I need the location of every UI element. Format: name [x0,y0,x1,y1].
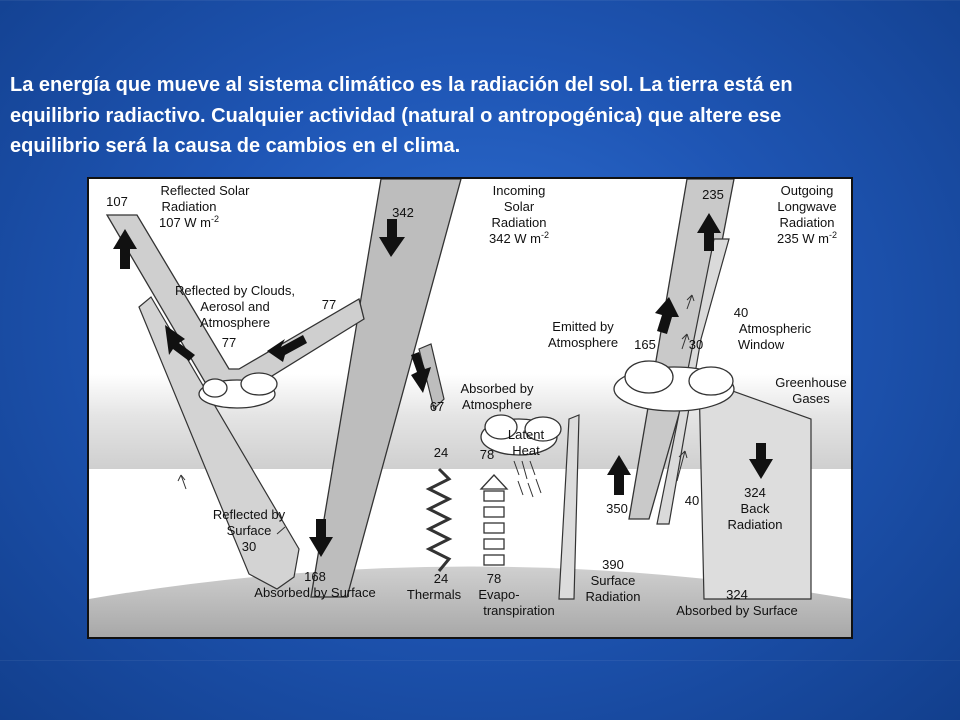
latent-heat-line1: Latent [507,427,545,442]
reflected-clouds-value-in: 77 [321,297,337,312]
emitted-atmosphere-value: 165 [634,337,656,352]
background-line [0,660,960,661]
window-value-30: 30 [688,337,704,352]
evapotranspiration-arrow [481,475,507,565]
back-radiation-line2: Radiation [727,517,783,532]
intro-line: La energía que mueve al sistema climático es la radiación del sol. La tierra está en [10,74,793,96]
back-radiation-line1: Back [740,501,770,516]
reflected-surface-line2: Surface [226,523,272,538]
reflected-surface-value: 30 [241,539,257,554]
absorbed-atmosphere-line1: Absorbed by [460,381,534,396]
thermals-value-bottom: 24 [433,571,449,586]
atmospheric-window-line1: Atmospheric [738,321,812,336]
incoming-solar-value: 342 [392,205,414,220]
reflected-clouds-value-out: 77 [221,335,237,350]
emitted-atmosphere-line2: Atmosphere [547,335,619,350]
incoming-solar-line1: Incoming [492,183,546,198]
absorbed-surface-right-value: 324 [726,587,748,602]
reflected-solar-line3: 107 W $m^{-2}$ [158,214,220,230]
evapo-line1: Evapo- [478,587,520,602]
reflected-clouds-line3: Atmosphere [199,315,271,330]
reflected-clouds-line2: Aerosol and [200,299,270,314]
reflected-clouds-line1: Reflected by Clouds, [175,283,295,298]
greenhouse-line2: Gases [792,391,830,406]
outgoing-value: 235 [702,187,724,202]
reflected-solar-line2: Radiation [161,199,217,214]
outgoing-line4: 235 W $m^{-2}$ [776,230,838,246]
emitted-atmosphere-line1: Emitted by [552,319,614,334]
absorbed-surface-left-value: 168 [304,569,326,584]
latent-heat-line2: Heat [512,443,540,458]
outgoing-line1: Outgoing [780,183,834,198]
incoming-solar-line3: Radiation [491,215,547,230]
diagram-svg [89,179,851,637]
intro-paragraph [10,70,950,162]
surface-radiation-up-value: 350 [606,501,628,516]
surface-radiation-line2: Radiation [585,589,641,604]
incoming-solar-line2: Solar [503,199,535,214]
cloud-right-icon [614,361,734,411]
intro-line: equilibrio radiactivo. Cualquier actividad (natural o antropogénica) que altere ese [10,104,782,127]
surface-radiation-total: 390 [602,557,624,572]
thermals-value-top: 24 [433,445,449,460]
atmospheric-window-value: 40 [733,305,749,320]
reflected-solar-line1: Reflected Solar [160,183,250,198]
energy-balance-diagram [87,177,853,639]
thermals-label: Thermals [406,587,462,602]
evapo-value-top: 78 [479,447,495,462]
absorbed-atmosphere-value: 67 [429,399,445,414]
background-line [0,0,960,1]
greenhouse-line1: Greenhouse [775,375,847,390]
absorbed-surface-right-label: Absorbed by Surface [676,603,798,618]
absorbed-atmosphere-line2: Atmosphere [461,397,533,412]
atmospheric-window-lower-value: 40 [684,493,700,508]
incoming-solar-line4: 342 W $m^{-2}$ [488,230,550,246]
outgoing-line2: Longwave [777,199,837,214]
evapo-line2: transpiration [483,603,555,618]
reflected-surface-line1: Reflected by [212,507,286,522]
reflected-solar-value: 107 [106,194,128,209]
absorbed-surface-left-label: Absorbed by Surface [254,585,376,600]
surface-radiation-line1: Surface [590,573,636,588]
atmospheric-window-line2: Window [737,337,785,352]
intro-line: equilibrio será la causa de cambios en el clima. [10,135,461,157]
thermals-arrow [429,469,449,571]
evapo-value-bottom: 78 [486,571,502,586]
outgoing-line3: Radiation [779,215,835,230]
back-radiation-value: 324 [744,485,766,500]
